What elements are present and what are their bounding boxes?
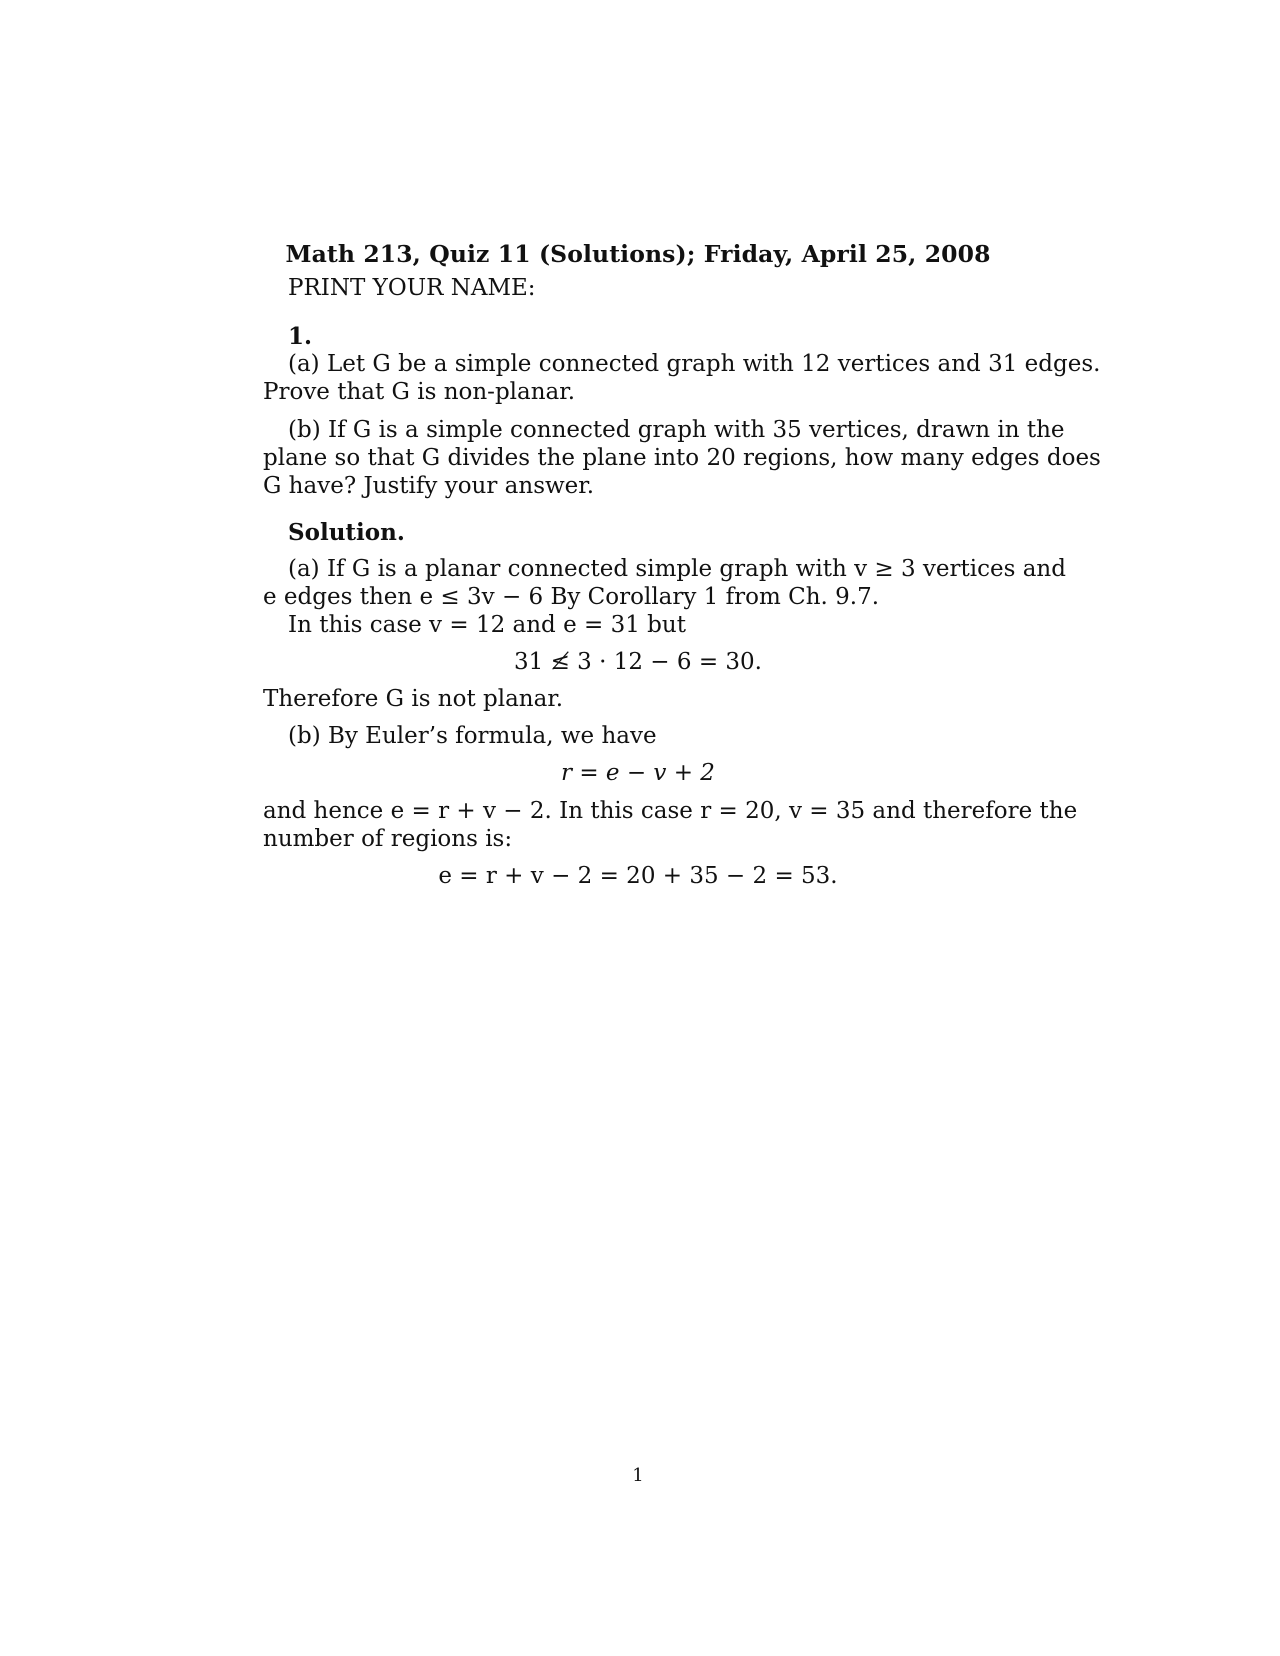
problem-part-a-line-2: Prove that G is non-planar.	[263, 379, 576, 405]
solution-part-a-line-3: In this case v = 12 and e = 31 but	[288, 612, 686, 638]
equation-b2: e = r + v − 2 = 20 + 35 − 2 = 53.	[438, 863, 838, 889]
solution-part-b-line-1: and hence e = r + v − 2. In this case r = 20, v = 35 and therefore the	[263, 798, 1078, 824]
page-number: 1	[632, 1465, 644, 1486]
solution-part-a-line-1: (a) If G is a planar connected simple graph with v ≥ 3 vertices and	[288, 556, 1066, 582]
problem-part-a-line-1: (a) Let G be a simple connected graph with 12 vertices and 31 edges.	[288, 351, 1101, 377]
equation-a: 31 ≰ 3 · 12 − 6 = 30.	[514, 649, 762, 675]
document-page	[263, 0, 1101, 1656]
problem-part-b-line-1: (b) If G is a simple connected graph with 35 vertices, drawn in the	[288, 417, 1065, 443]
solution-conclusion-a: Therefore G is not planar.	[263, 686, 564, 712]
solution-part-a-line-2: e edges then e ≤ 3v − 6 By Corollary 1 from Ch. 9.7.	[263, 584, 880, 610]
solution-heading: Solution.	[288, 519, 405, 546]
problem-number: 1.	[288, 323, 313, 350]
problem-part-b-line-3: G have? Justify your answer.	[263, 473, 595, 499]
print-name-label: PRINT YOUR NAME:	[288, 275, 536, 301]
problem-part-b-line-2: plane so that G divides the plane into 20 regions, how many edges does	[263, 445, 1101, 471]
solution-part-b-intro: (b) By Euler’s formula, we have	[288, 723, 657, 749]
equation-b1: r = e − v + 2	[561, 760, 715, 786]
solution-part-b-line-2: number of regions is:	[263, 826, 513, 852]
page-title: Math 213, Quiz 11 (Solutions); Friday, April 25, 2008	[285, 240, 991, 268]
